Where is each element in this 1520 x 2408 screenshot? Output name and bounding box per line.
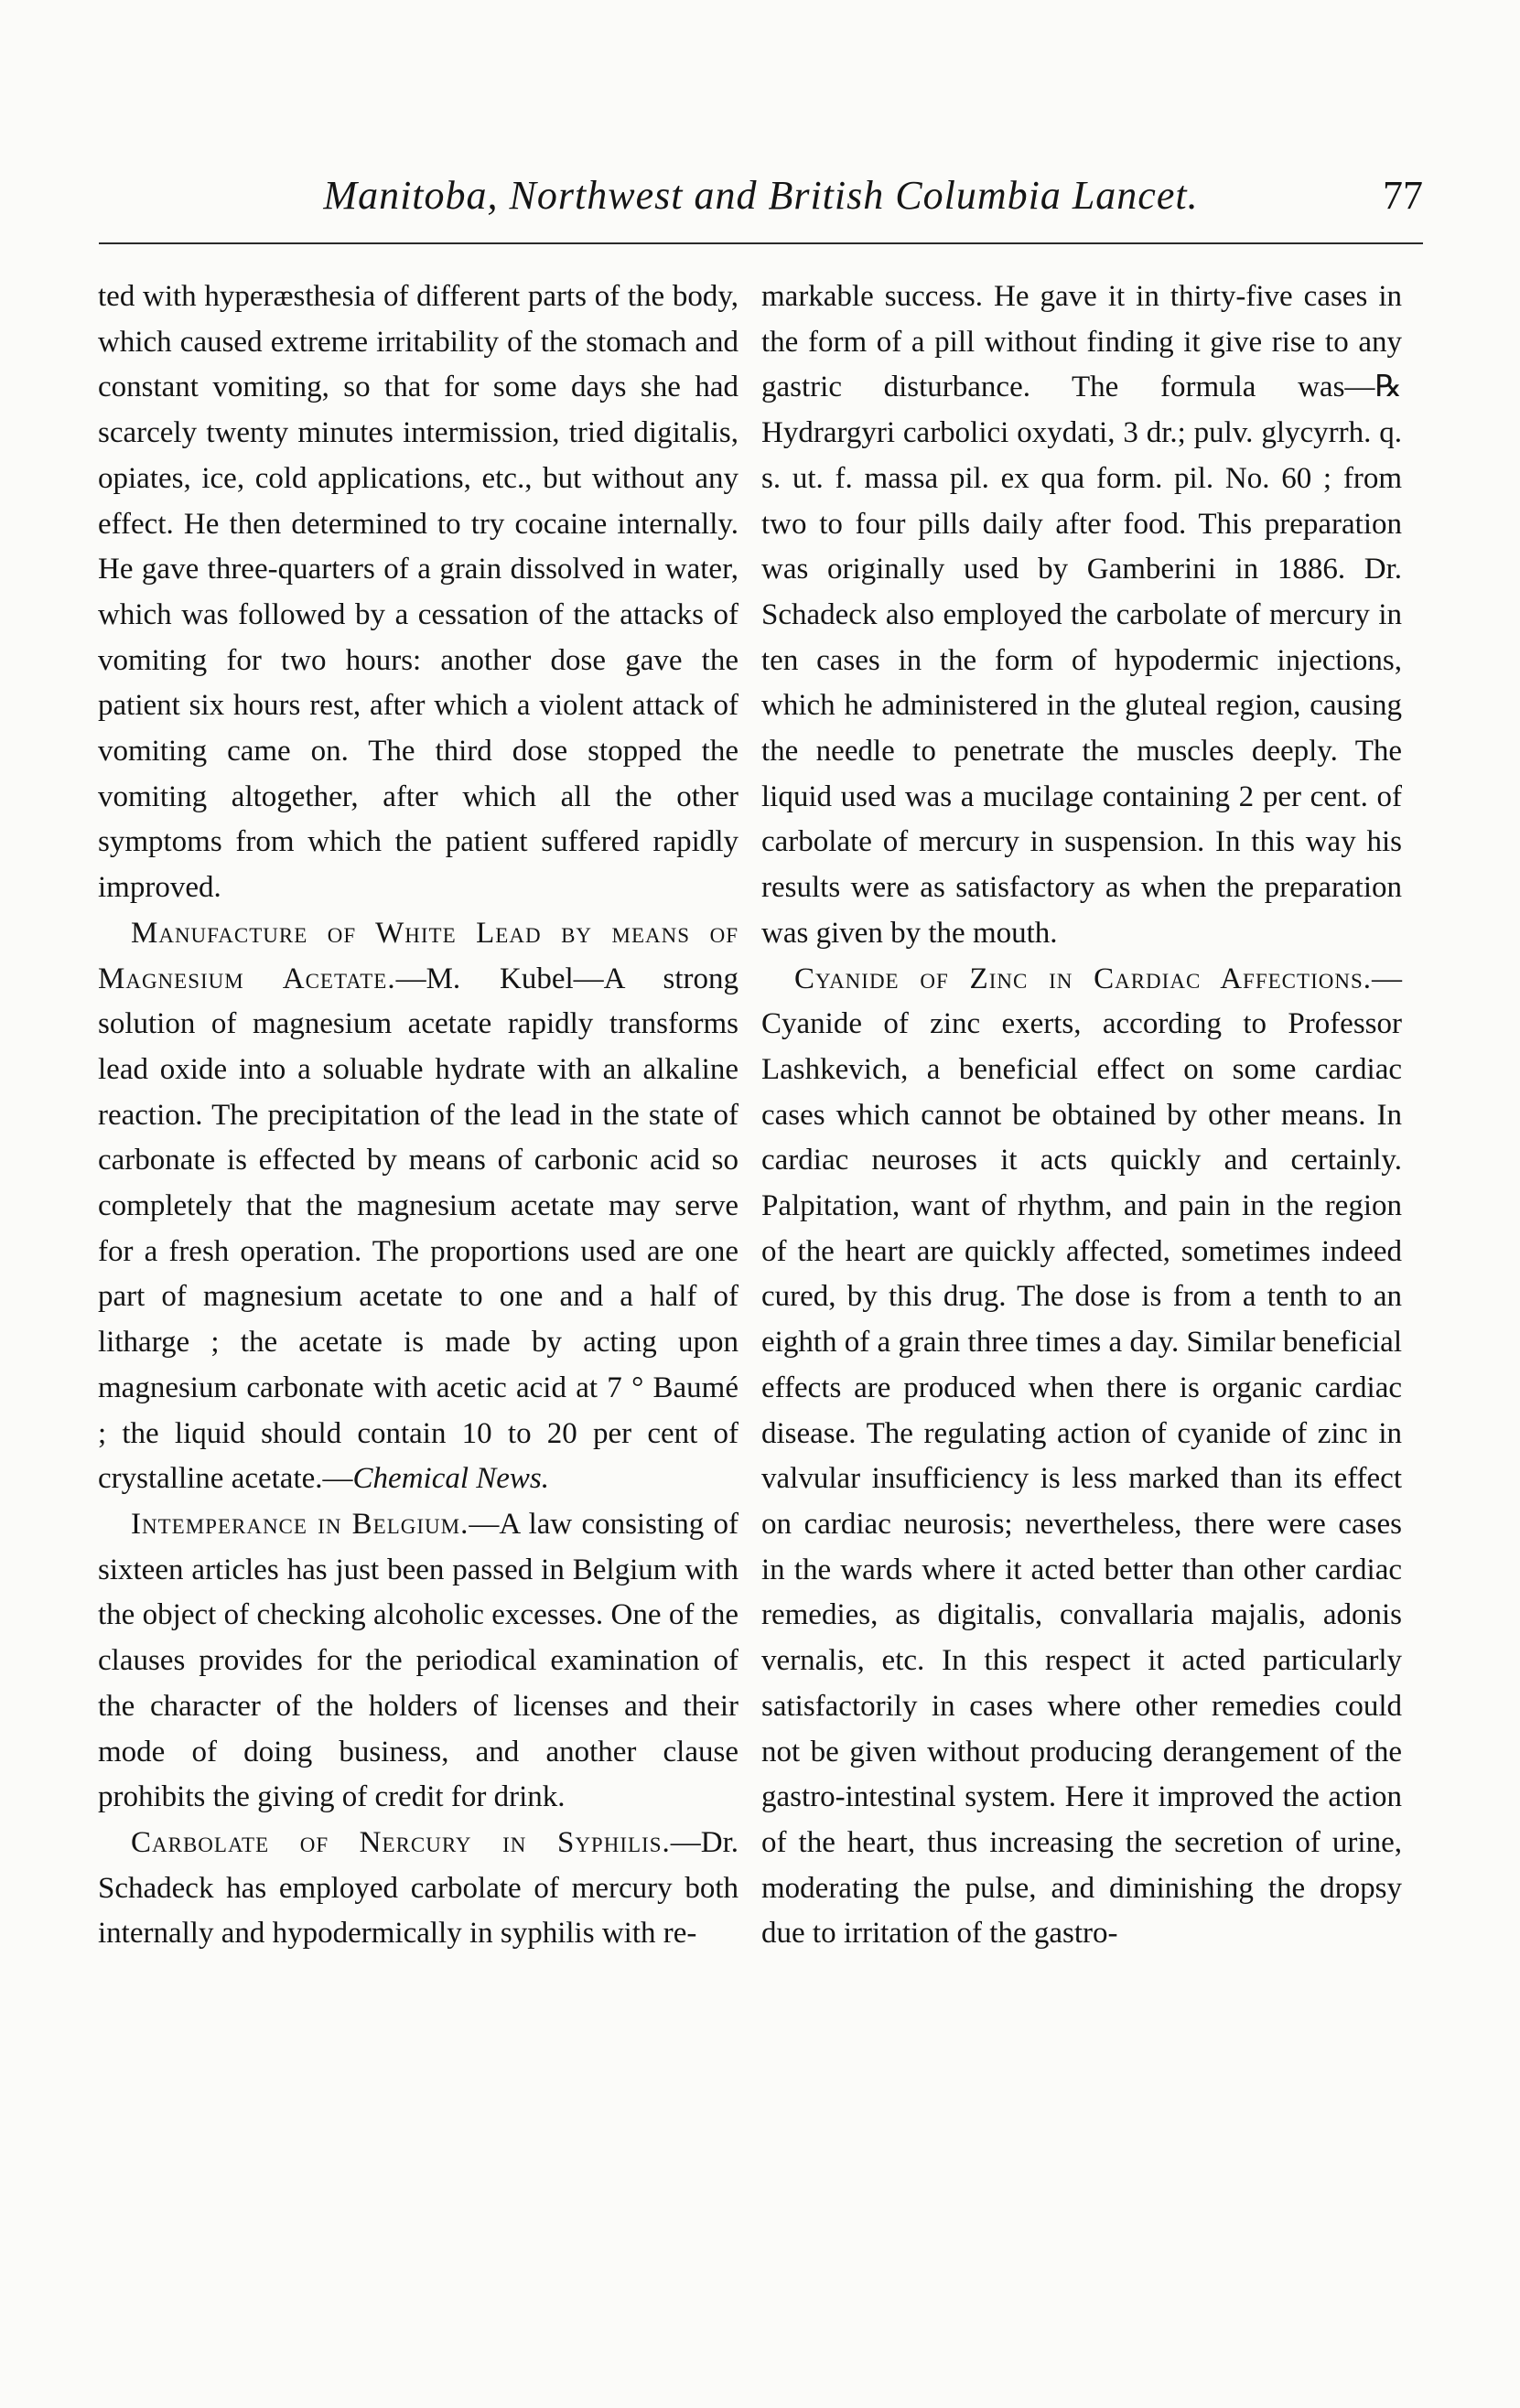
carbolate-continuation: markable success. He gave it in thirty-five cases in the form of a pill without finding it give rise to any gastric disturbance. The formula was—℞ Hydrargyri carbolici oxydati, 3 dr.; pulv. glycyrrh. q. s. ut. f. massa pil. ex qua form. pil. No. 60 ; from two to four pills daily after food. This preparation was originally used by Gamberini in 1886. Dr. Schadeck also employed the carbolate of mercury in ten cases in the form of hypodermic injections, which he administered in the gluteal region, causing the needle to penetrate the muscles deeply. The liquid used was a mucilage containing 2 per cent. of carbolate of mercury in suspension. In this way his results were as satisfactory as when the preparation was given by the mouth.: [761, 280, 1402, 950]
article-white-lead: [98, 911, 738, 1502]
page-header: [99, 172, 1423, 227]
intemperance-heading: Intemperance in Belgium.: [131, 1507, 469, 1541]
white-lead-body: —M. Kubel—A strong solution of magnesium acetate rapidly transforms lead oxide into a soluable hydrate with an alkaline reaction. The precipitation of the lead in the state of carbonate is effected by means of carbonic acid so completely that the magnesium acetate may serve for a fresh operation. The proportions used are one part of magnesium acetate to one and a half of litharge ; the acetate is made by acting upon magnesium carbonate with acetic acid at 7 ° Baumé ; the liquid should contain 10 to 20 per cent of crystalline acetate.—: [98, 962, 739, 1496]
header-rule: [99, 242, 1423, 244]
cyanide-heading: Cyanide of Zinc in Cardiac Affections.: [794, 962, 1372, 995]
page-number: 77: [1383, 173, 1423, 218]
running-title: Manitoba, Northwest and British Columbia Lancet.: [323, 173, 1199, 218]
article-cyanide-zinc: [761, 957, 1402, 1957]
right-column: [761, 274, 1402, 1957]
carbolate-body: —Dr. Schadeck has employed carbolate of mercury both internally and hypodermically in syphilis with re-: [98, 1825, 738, 1951]
white-lead-heading: Manufacture of White Lead by means of Magnesium Acetate.: [98, 916, 738, 995]
white-lead-source: Chemical News.: [352, 1462, 550, 1496]
article-carbolate-mercury: [98, 1821, 738, 1957]
intemperance-body: —A law consisting of sixteen articles has just been passed in Belgium with the object of checking alcoholic excesses. One of the clauses provides for the periodical examination of the character of the holders of licenses and their mode of doing business, and another clause prohibits the giving of credit for drink.: [98, 1507, 738, 1814]
cyanide-body: —Cyanide of zinc exerts, according to Professor Lashkevich, a beneficial effect on some cardiac cases which cannot be obtained by other means. In cardiac neuroses it acts quickly and certainly. Palpitation, want of rhythm, and pain in the region of the heart are quickly affected, sometimes indeed cured, by this drug. The dose is from a tenth to an eighth of a grain three times a day. Similar beneficial effects are produced when there is organic cardiac disease. The regulating action of cyanide of zinc in valvular insufficiency is less marked than its effect on cardiac neurosis; nevertheless, there were cases in the wards where it acted better than other cardiac remedies, as digitalis, convallaria majalis, adonis vernalis, etc. In this respect it acted particularly satisfactorily in cases where other remedies could not be given without producing derangement of the gastro-intestinal system. Here it improved the action of the heart, thus increasing the secretion of urine, moderating the pulse, and diminishing the dropsy due to irritation of the gastro-: [761, 962, 1402, 1951]
article-intemperance-belgium: [98, 1502, 738, 1821]
hyperaesthesia-case-continuation: ted with hyperæsthesia of different parts of the body, which caused extreme irritability of the stomach and constant vomiting, so that for some days she had scarcely twenty minutes intermission, tried digitalis, opiates, ice, cold applications, etc., but without any effect. He then determined to try cocaine internally. He gave three-quarters of a grain dissolved in water, which was followed by a cessation of the attacks of vomiting for two hours: another dose gave the patient six hours rest, after which a violent attack of vomiting came on. The third dose stopped the vomiting altogether, after which all the other symptoms from which the patient suffered rapidly improved.: [98, 280, 738, 905]
left-column: [98, 274, 738, 1957]
carbolate-heading: Carbolate of Nercury in Syphilis.: [131, 1825, 671, 1859]
